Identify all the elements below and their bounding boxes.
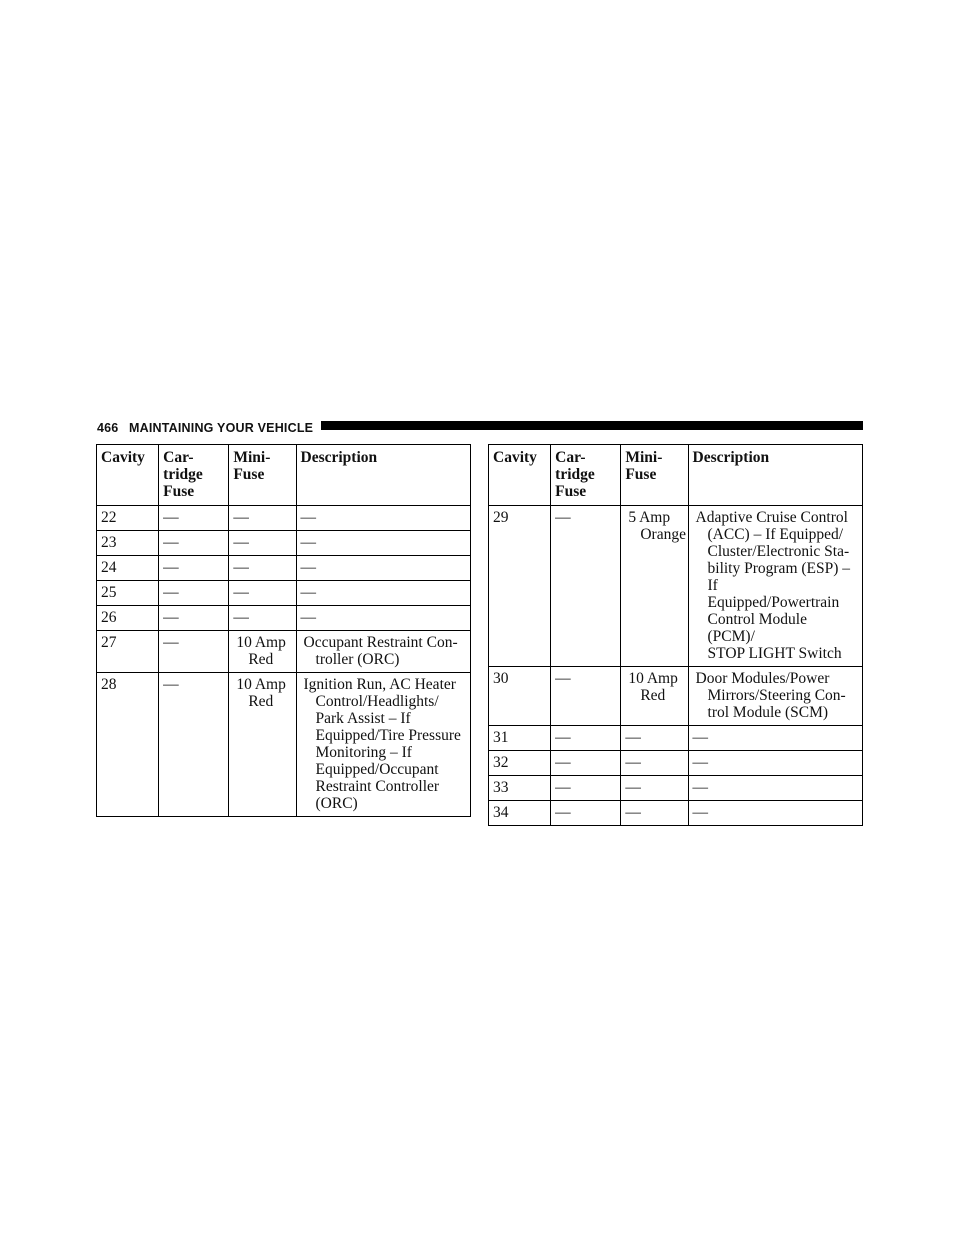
cell-description: Door Modules/Power Mirrors/Steering Con- trol Module (SCM) (688, 667, 862, 726)
cell-cartridge-fuse: — (159, 556, 229, 581)
table-row (97, 531, 471, 556)
cell-mini-fuse: 10 Amp Red (229, 673, 296, 817)
cell-mini-fuse: — (229, 506, 296, 531)
table-row (489, 801, 863, 826)
cell-mini-fuse: — (229, 581, 296, 606)
cell-cartridge-fuse: — (159, 673, 229, 817)
cell-description: — (688, 776, 862, 801)
cell-cavity: 24 (97, 556, 159, 581)
cell-description: Occupant Restraint Con- troller (ORC) (296, 631, 470, 673)
cell-mini-fuse: 10 Amp Red (229, 631, 296, 673)
cell-cavity: 33 (489, 776, 551, 801)
cell-description: — (296, 606, 470, 631)
table-row (97, 673, 471, 817)
cell-cartridge-fuse: — (551, 726, 621, 751)
table-row (489, 667, 863, 726)
cell-mini-fuse: — (621, 751, 688, 776)
fuse-table-left (96, 444, 471, 817)
cell-cartridge-fuse: — (551, 776, 621, 801)
header-rule (321, 421, 863, 430)
cell-description: — (296, 556, 470, 581)
cell-description: — (296, 506, 470, 531)
cell-cartridge-fuse: — (159, 631, 229, 673)
table-row (97, 606, 471, 631)
cell-mini-fuse: — (621, 801, 688, 826)
cell-cavity: 23 (97, 531, 159, 556)
cell-description: — (688, 751, 862, 776)
col-header-cartridge-fuse: Car- tridge Fuse (551, 445, 621, 506)
page-number: 466 (97, 421, 119, 435)
col-header-description: Description (296, 445, 470, 506)
cell-description: Adaptive Cruise Control (ACC) – If Equipped/ Cluster/Electronic Sta- bility Program (ESP) – If Equipped/Powertrain Control Module (PCM)/ STOP LIGHT Switch (688, 506, 862, 667)
cell-mini-fuse: — (229, 556, 296, 581)
cell-cartridge-fuse: — (551, 751, 621, 776)
cell-cavity: 28 (97, 673, 159, 817)
table-row (489, 506, 863, 667)
table-row (489, 751, 863, 776)
cell-cavity: 30 (489, 667, 551, 726)
page-header (97, 419, 863, 437)
cell-cartridge-fuse: — (159, 581, 229, 606)
col-header-mini-fuse: Mini- Fuse (621, 445, 688, 506)
cell-cavity: 25 (97, 581, 159, 606)
col-header-mini-fuse: Mini- Fuse (229, 445, 296, 506)
col-header-cavity: Cavity (489, 445, 551, 506)
cell-cartridge-fuse: — (159, 531, 229, 556)
table-header-row (97, 445, 471, 506)
fuse-table-right (488, 444, 863, 826)
table-row (97, 506, 471, 531)
cell-cavity: 27 (97, 631, 159, 673)
cell-mini-fuse: 5 Amp Orange (621, 506, 688, 667)
table-row (97, 631, 471, 673)
cell-cartridge-fuse: — (551, 667, 621, 726)
table-row (489, 776, 863, 801)
cell-cavity: 22 (97, 506, 159, 531)
cell-description: — (688, 726, 862, 751)
table-row (97, 581, 471, 606)
table-row (489, 726, 863, 751)
cell-cavity: 32 (489, 751, 551, 776)
cell-description: — (296, 581, 470, 606)
cell-mini-fuse: — (621, 726, 688, 751)
cell-cartridge-fuse: — (551, 506, 621, 667)
cell-mini-fuse: 10 Amp Red (621, 667, 688, 726)
cell-mini-fuse: — (229, 531, 296, 556)
cell-cavity: 31 (489, 726, 551, 751)
cell-mini-fuse: — (229, 606, 296, 631)
cell-description: Ignition Run, AC Heater Control/Headlights/ Park Assist – If Equipped/Tire Pressure Monitoring – If Equipped/Occupant Restraint Controller (ORC) (296, 673, 470, 817)
col-header-cartridge-fuse: Car- tridge Fuse (159, 445, 229, 506)
cell-cartridge-fuse: — (159, 506, 229, 531)
cell-cartridge-fuse: — (551, 801, 621, 826)
section-title: MAINTAINING YOUR VEHICLE (129, 421, 314, 435)
cell-description: — (296, 531, 470, 556)
cell-mini-fuse: — (621, 776, 688, 801)
cell-cartridge-fuse: — (159, 606, 229, 631)
table-header-row (489, 445, 863, 506)
cell-cavity: 29 (489, 506, 551, 667)
cell-description: — (688, 801, 862, 826)
table-row (97, 556, 471, 581)
col-header-cavity: Cavity (97, 445, 159, 506)
cell-cavity: 26 (97, 606, 159, 631)
col-header-description: Description (688, 445, 862, 506)
cell-cavity: 34 (489, 801, 551, 826)
